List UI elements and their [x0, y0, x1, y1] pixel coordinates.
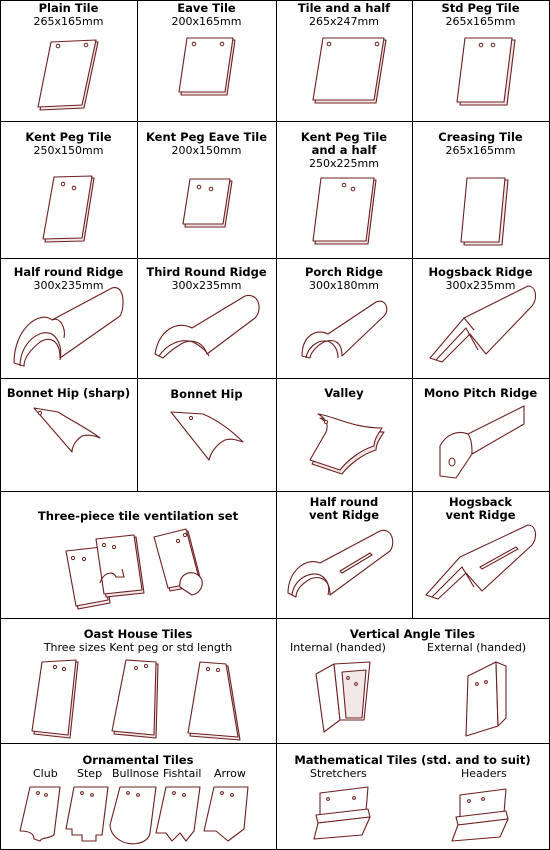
kent-peg-tile-and-a-half-drawing [276, 121, 412, 258]
tile-size: 265x165mm [445, 15, 516, 28]
half-round-vent-ridge-drawing [276, 491, 412, 618]
std-peg-tile-drawing [412, 0, 549, 121]
tile-title: Kent Peg Tile [25, 130, 112, 144]
tile-size: 200x150mm [171, 144, 242, 157]
tile-title: Three-piece tile ventilation set [37, 509, 239, 523]
tile-title: Ornamental Tiles [82, 753, 194, 767]
tile-title: Half round Ridge [13, 265, 124, 279]
creasing-tile-drawing [412, 121, 549, 258]
fishtail-label: Fishtail [163, 767, 202, 780]
tile-size: 265x165mm [445, 144, 516, 157]
mathematical-tiles-drawing [276, 743, 549, 850]
tile-title: Creasing Tile [438, 130, 523, 144]
tile-title: Porch Ridge [304, 265, 384, 279]
third-round-ridge-drawing [137, 258, 276, 378]
bonnet-hip-drawing [137, 378, 276, 491]
stretchers-label: Stretchers [310, 767, 367, 780]
tile-subtitle: Three sizes Kent peg or std length [43, 641, 233, 654]
mono-pitch-ridge-drawing [412, 378, 549, 491]
headers-label: Headers [461, 767, 507, 780]
oast-house-tiles-drawing [0, 618, 276, 743]
tile-title: Bonnet Hip (sharp) [6, 386, 131, 400]
tile-size: 250x150mm [33, 144, 104, 157]
tile-title: Oast House Tiles [83, 627, 193, 641]
tile-title: Mathematical Tiles (std. and to suit) [294, 753, 531, 767]
bonnet-hip-sharp-drawing [0, 378, 137, 491]
tile-size: 300x235mm [33, 279, 104, 292]
kent-peg-eave-tile-drawing [137, 121, 276, 258]
bullnose-label: Bullnose [112, 767, 159, 780]
valley-drawing [276, 378, 412, 491]
tile-title: Mono Pitch Ridge [423, 386, 538, 400]
tile-title: Std Peg Tile [441, 1, 520, 15]
tile-size: 265x165mm [33, 15, 104, 28]
tile-title: Hogsback Ridge [428, 265, 533, 279]
tile-size: 200x165mm [171, 15, 242, 28]
ornamental-tiles-drawing [0, 743, 276, 850]
tile-title: Vertical Angle Tiles [349, 627, 476, 641]
tile-title-line-2: vent Ridge [308, 508, 380, 522]
tile-title: Bonnet Hip [170, 387, 243, 401]
half-round-ridge-drawing [0, 258, 137, 378]
hogsback-ridge-drawing [412, 258, 549, 378]
tile-size: 300x180mm [309, 279, 379, 292]
tile-title: Third Round Ridge [146, 265, 267, 279]
step-label: Step [77, 767, 103, 780]
club-label: Club [33, 767, 58, 780]
vertical-angle-tiles-drawing [276, 618, 549, 743]
arrow-label: Arrow [214, 767, 246, 780]
tile-title: Plain Tile [38, 1, 99, 15]
tile-title: Hogsback [448, 495, 513, 509]
eave-tile-drawing [137, 0, 276, 121]
tile-title-line-2: vent Ridge [445, 508, 516, 522]
ventilation-set-drawing [0, 491, 276, 618]
hogsback-vent-ridge-drawing [412, 491, 549, 618]
tile-size: 250x225mm [309, 157, 379, 170]
tile-size: 265x247mm [309, 15, 379, 28]
internal-handed-label: Internal (handed) [290, 641, 386, 654]
tile-title-line-2: and a half [311, 143, 377, 157]
tile-title: Tile and a half [297, 1, 391, 15]
tile-title: Kent Peg Eave Tile [145, 130, 268, 144]
tile-size: 300x235mm [445, 279, 516, 292]
tile-size: 300x235mm [171, 279, 242, 292]
porch-ridge-drawing [276, 258, 412, 378]
kent-peg-tile-drawing [0, 121, 137, 258]
tile-title: Kent Peg Tile [300, 130, 388, 144]
tile-title: Valley [324, 386, 364, 400]
plain-tile-drawing [0, 0, 137, 121]
tile-and-a-half-drawing [276, 0, 412, 121]
tile-title: Eave Tile [177, 1, 236, 15]
external-handed-label: External (handed) [427, 641, 527, 654]
tile-title: Half round [309, 495, 379, 509]
